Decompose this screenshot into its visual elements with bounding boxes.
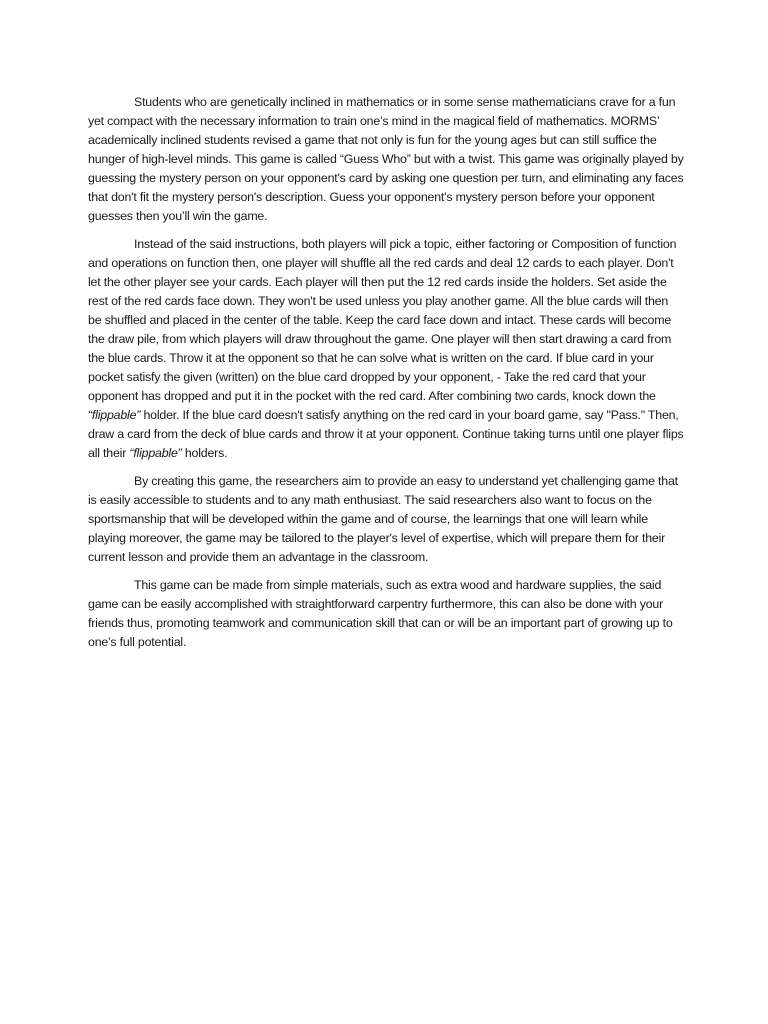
paragraph-4-text: This game can be made from simple materials, such as extra wood and hardware supplies, the said game can be easily accomplished with straightforward carpentry furthermore, this can also be done with your friends thus, promoting teamwork and communication skill that can or will be an important part of growing up to one’s full potential. xyxy=(88,578,673,649)
paragraph-4 xyxy=(88,576,684,652)
paragraph-3 xyxy=(88,472,684,567)
flippable-term: “flippable” xyxy=(88,408,141,422)
paragraph-2-text-b: holder. If the blue card doesn't satisfy anything on the red card in your board game, say "Pass." Then, draw a card from the deck of blue cards and throw it at your opponent. Continue taking turns until one player flips all their xyxy=(88,408,684,460)
paragraph-2 xyxy=(88,235,684,463)
paragraph-3-text: By creating this game, the researchers aim to provide an easy to understand yet challenging game that is easily accessible to students and to any math enthusiast. The said researchers also want to focus on the sportsmanship that will be developed within the game and of course, the learnings that one will learn while playing moreover, the game may be tailored to the player's level of expertise, which will prepare them for their current lesson and provide them an advantage in the classroom. xyxy=(88,474,678,564)
paragraph-2-text-c: holders. xyxy=(181,446,228,460)
flippable-term: “flippable” xyxy=(129,446,182,460)
document-body xyxy=(88,93,684,661)
paragraph-2-text-a: Instead of the said instructions, both players will pick a topic, either factoring or Composition of function and operations on function then, one player will shuffle all the red cards and deal 12 cards to each player. Don't let the other player see your cards. Each player will then put the 12 red cards inside the holders. Set aside the rest of the red cards face down. They won't be used unless you play another game. All the blue cards will then be shuffled and placed in the center of the table. Keep the card face down and intact. These cards will become the draw pile, from which players will draw throughout the game. One player will then start drawing a card from the blue cards. Throw it at the opponent so that he can solve what is written on the card. If blue card in your pocket satisfy the given (written) on the blue card dropped by your opponent, - Take the red card that your opponent has dropped and put it in the pocket with the red card. After combining two cards, knock down the xyxy=(88,237,677,403)
paragraph-1 xyxy=(88,93,684,226)
paragraph-1-text: Students who are genetically inclined in mathematics or in some sense mathematicians crave for a fun yet compact with the necessary information to train one’s mind in the magical field of mathematics. MORMS’ academically inclined students revised a game that not only is fun for the young ages but can still suffice the hunger of high-level minds. This game is called “Guess Who” but with a twist. This game was originally played by guessing the mystery person on your opponent's card by asking one question per turn, and eliminating any faces that don't fit the mystery person's description. Guess your opponent's mystery person before your opponent guesses then you’ll win the game. xyxy=(88,95,684,223)
